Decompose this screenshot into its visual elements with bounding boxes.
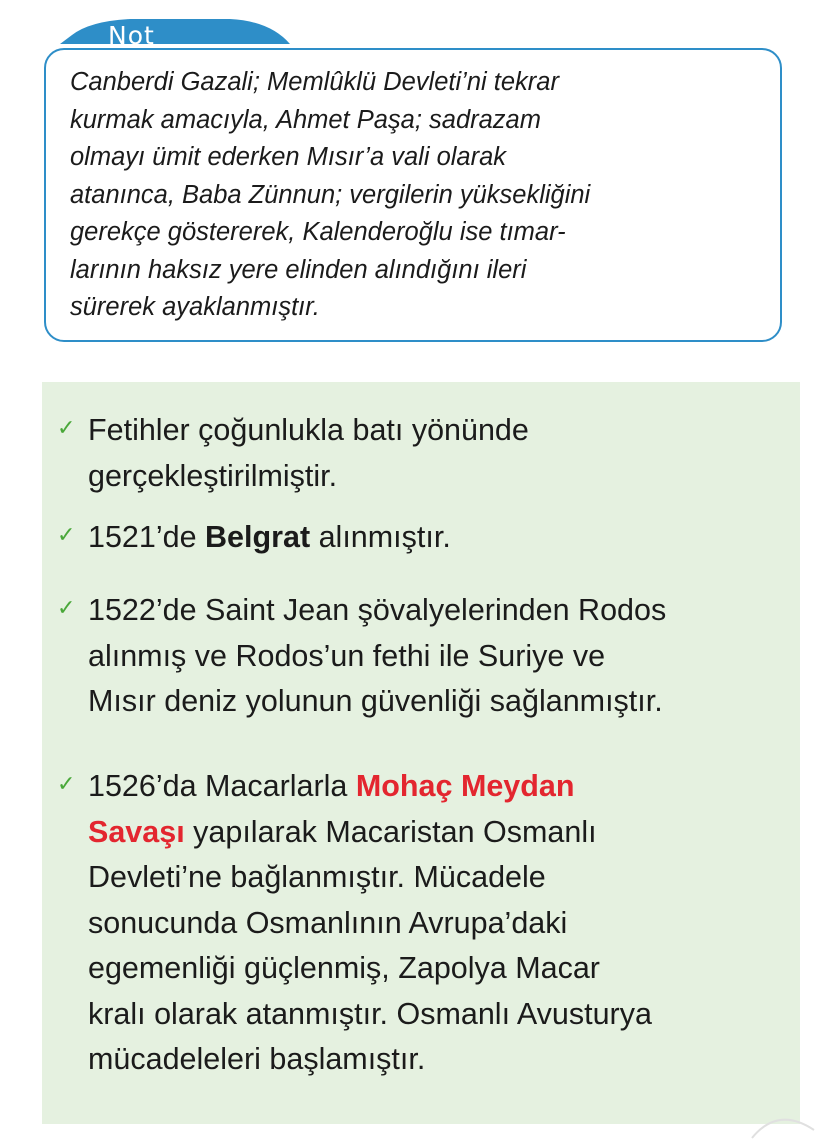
text-line: gerçekleştirilmiştir. [88, 458, 338, 493]
text-line: Devleti’ne bağlanmıştır. Mücadele [88, 860, 546, 894]
highlight-term: Savaşı [88, 814, 185, 849]
check-icon: ✓ [57, 523, 76, 548]
text-segment: 1521’de [88, 520, 206, 554]
text-segment: 1526’da Macarlarla [88, 769, 356, 803]
note-text [70, 64, 770, 327]
text-line: egemenliği güçlenmiş, Zapolya Macar [88, 951, 600, 985]
bold-term: Belgrat [205, 520, 311, 554]
text-line [88, 764, 652, 810]
note-line: atanınca, Baba Zünnun; vergilerin yüksekliğini [70, 180, 591, 209]
note-section [0, 0, 826, 360]
note-line: gerekçe göstererek, Kalenderoğlu ise tımar- [70, 218, 566, 246]
summary-panel [42, 382, 800, 1124]
list-item-text [88, 515, 451, 561]
note-label: Not [108, 21, 155, 50]
list-item-text [88, 588, 666, 725]
note-line: kurmak amacıyla, Ahmet Paşa; sadrazam [70, 105, 541, 134]
note-line: Canberdi Gazali; Memlûklü Devleti’ni tekrar [70, 68, 559, 96]
list-item-text [88, 408, 529, 499]
decorative-arc [748, 1100, 818, 1140]
list-item-text [88, 764, 652, 1083]
check-icon: ✓ [57, 596, 76, 621]
note-tab-shape [60, 13, 290, 53]
text-segment: alınmıştır. [310, 520, 451, 554]
text-line: Mısır deniz yolunun güvenliği sağlanmıştır. [88, 684, 663, 718]
highlight-term: Mohaç Meydan [355, 769, 575, 803]
text-line [88, 515, 451, 561]
note-line: larının haksız yere elinden alındığını ileri [70, 255, 527, 284]
text-line: 1522’de Saint Jean şövalyelerinden Rodos [88, 593, 667, 627]
text-line: Fetihler çoğunlukla batı yönünde [88, 413, 529, 447]
text-line: mücadeleleri başlamıştır. [88, 1042, 426, 1076]
text-line [88, 810, 652, 856]
text-line: kralı olarak atanmıştır. Osmanlı Avusturya [88, 996, 652, 1031]
check-icon: ✓ [57, 772, 76, 797]
note-line: sürerek ayaklanmıştır. [70, 293, 320, 321]
note-line: olmayı ümit ederken Mısır’a vali olarak [70, 143, 507, 171]
text-line: sonucunda Osmanlının Avrupa’daki [88, 905, 568, 940]
check-icon: ✓ [57, 416, 76, 441]
text-segment: yapılarak Macaristan Osmanlı [184, 814, 597, 849]
text-line: alınmış ve Rodos’un fethi ile Suriye ve [88, 638, 606, 673]
